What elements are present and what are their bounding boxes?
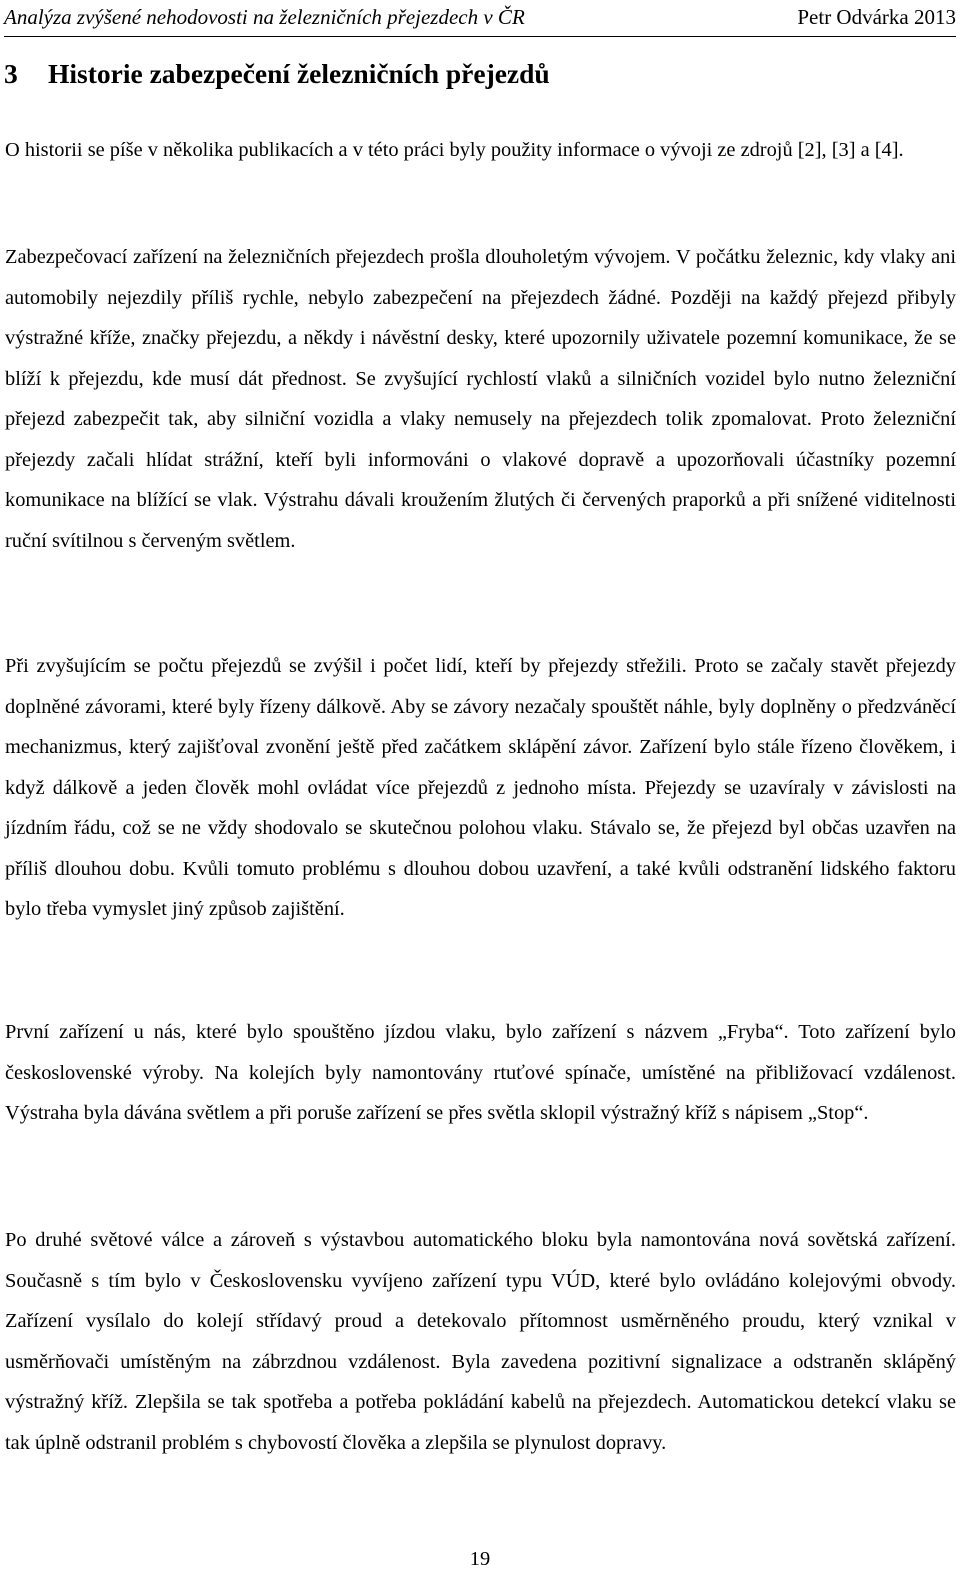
paragraph: Při zvyšujícím se počtu přejezdů se zvýšil i počet lidí, kteří by přejezdy střežili. Proto se začaly stavět přejezdy doplněné závorami, které byly řízeny dálkově. Aby se závory nezačaly spouštět náhle, byly doplněny o předzváněcí mechanizmus, který zajišťoval zvonění ještě před začátkem sklápění závor. Zařízení bylo stále řízeno člověkem, i když dálkově a jeden člověk mohl ovládat více přejezdů z jednoho místa. Přejezdy se uzavíraly v závislosti na jízdním řádu, což se ne vždy shodovalo se skutečnou polohou vlaku. Stávalo se, že přejezd byl občas uzavřen na příliš dlouhou dobu. Kvůli tomuto problému s dlouhou dobou uzavření, a také kvůli odstranění lidského faktoru bylo třeba vymyslet jiný způsob zajištění. (5, 655, 956, 920)
paragraph: Zabezpečovací zařízení na železničních přejezdech prošla dlouholetým vývojem. V počátku železnic, kdy vlaky ani automobily nejezdily příliš rychle, nebylo zabezpečení na přejezdech žádné. Později na každý přejezd přibyly výstražné kříže, značky přejezdu, a někdy i návěstní desky, které upozornily uživatele pozemní komunikace, že se blíží k přejezdu, kde musí dát přednost. Se zvyšující rychlostí vlaků a silničních vozidel bylo nutno železniční přejezd zabezpečit tak, aby silniční vozidla a vlaky nemusely na přejezdech tolik zpomalovat. Proto železniční přejezdy začali hlídat strážní, kteří byli informováni o vlakové dopravě a upozorňovali účastníky pozemní komunikace na blížící se vlak. Výstrahu dávali kroužením žlutých či červených praporků a při snížené viditelnosti ruční svítilnou s červeným světlem. (5, 246, 956, 552)
paragraph: O historii se píše v několika publikacích a v této práci byly použity informace o vývoji ze zdrojů [2], [3] a [4]. (5, 139, 904, 161)
paragraph: První zařízení u nás, které bylo spouštěno jízdou vlaku, bylo zařízení s názvem „Fryba“. Toto zařízení bylo československé výroby. Na kolejích byly namontovány rtuťové spínače, umístěné na přibližovací vzdálenost. Výstraha byla dávána světlem a při poruše zařízení se přes světla sklopil výstražný kříž s nápisem „Stop“. (5, 1021, 956, 1124)
chapter-number: 3 (4, 58, 18, 89)
running-header (4, 4, 956, 34)
chapter-heading (4, 56, 550, 92)
running-header-author: Petr Odvárka 2013 (797, 5, 956, 29)
page-number: 19 (469, 1548, 491, 1570)
header-rule (4, 36, 956, 37)
paragraph: Po druhé světové válce a zároveň s výstavbou automatického bloku byla namontována nová sovětská zařízení. Současně s tím bylo v Československu vyvíjeno zařízení typu VÚD, které bylo ovládáno kolejovými obvody. Zařízení vysílalo do kolejí střídavý proud a detekovalo přítomnost usměrněného proudu, který vznikal v usměrňovači umístěným na zábrzdnou vzdálenost. Byla zavedena pozitivní signalizace a odstraněn sklápěný výstražný kříž. Zlepšila se tak spotřeba a potřeba pokládání kabelů na přejezdech. Automatickou detekcí vlaku se tak úplně odstranil problém s chybovostí člověka a zlepšila se plynulost dopravy. (5, 1229, 956, 1454)
running-header-title: Analýza zvýšené nehodovosti na železničních přejezdech v ČR (4, 5, 525, 29)
chapter-title: Historie zabezpečení železničních přejezdů (48, 58, 550, 89)
